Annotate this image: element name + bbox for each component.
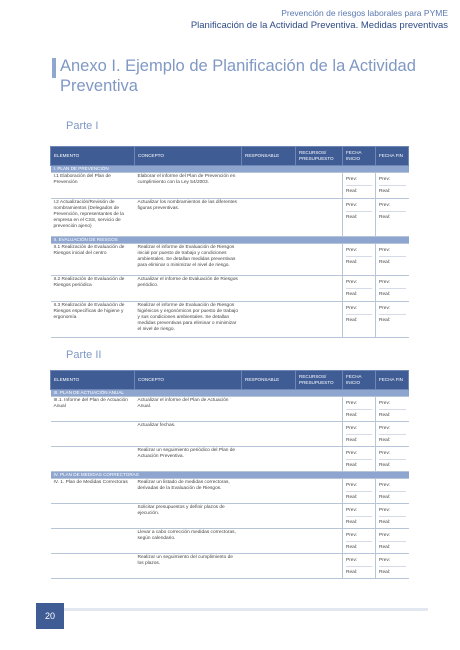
cell-concepto: Solicitar presupuestos y definir plazos de ejecución.: [135, 504, 242, 529]
cell-concepto: Elaborar el informe del Plan de Prevención en cumplimiento con la Ley 54/2003.: [135, 173, 242, 199]
prev-label: Prev:: [379, 451, 391, 456]
real-label: Real:: [379, 491, 406, 502]
real-label: Real:: [346, 566, 372, 577]
header-title: Planificación de la Actividad Preventiva. Medidas preventivas: [190, 20, 448, 31]
prev-label: Prev:: [379, 401, 391, 406]
cell-concepto: Actualizar fechas.: [135, 422, 242, 447]
cell-recursos: [296, 302, 343, 338]
cell-responsable: [242, 447, 296, 472]
cell-fecha-fin: [376, 504, 409, 529]
cell-recursos: [296, 276, 343, 302]
section-row: [51, 472, 409, 479]
cell-concepto: Realizar un seguimiento del cumplimiento de los plazos.: [135, 554, 242, 579]
cell-fecha-fin: [376, 422, 409, 447]
cell-concepto: Actualizar los nombramientos de las diferentes figuras preventivas.: [135, 199, 242, 237]
cell-elemento: [51, 447, 135, 472]
prev-label: Prev:: [379, 426, 391, 431]
table-row: [51, 529, 409, 554]
real-label: Real:: [346, 256, 372, 267]
prev-label: Prev:: [346, 177, 358, 182]
annex-title: Anexo I. Ejemplo de Planificación de la Actividad Preventiva: [60, 57, 416, 95]
col-fecha-inicio: FECHA INICIO: [343, 147, 376, 166]
cell-elemento: I.1 Elaboración del Plan de Prevención: [51, 173, 135, 199]
header-subtitle: Prevención de riesgos laborales para PYME: [281, 8, 448, 18]
cell-recursos: [296, 244, 343, 276]
real-label: Real:: [346, 541, 372, 552]
annex-title-block: [60, 56, 430, 96]
prev-label: Prev:: [346, 203, 358, 208]
cell-fecha-inicio: [343, 199, 376, 237]
cell-recursos: [296, 447, 343, 472]
cell-fecha-inicio: [343, 422, 376, 447]
cell-concepto: Actualizar el informe del Plan de Actuación Anual.: [135, 397, 242, 422]
col-concepto: CONCEPTO: [135, 371, 242, 390]
cell-responsable: [242, 554, 296, 579]
real-label: Real:: [379, 409, 406, 420]
col-responsable: RESPONSABLE: [242, 147, 296, 166]
cell-responsable: [242, 397, 296, 422]
cell-recursos: [296, 397, 343, 422]
prev-label: Prev:: [379, 533, 391, 538]
col-recursos: RECURSOS/ PRESUPUESTO: [296, 147, 343, 166]
section-row: [51, 166, 409, 173]
cell-concepto: Realizar el informe de Evaluación de Riesgos higiénicos y ergonómicos por puesto de trabajo y sus condiciones ambientales. Se detallan medidas preventivas para eliminar o minimizar el nivel de riesgo.: [135, 302, 242, 338]
real-label: Real:: [346, 459, 372, 470]
table-row: [51, 422, 409, 447]
real-label: Real:: [379, 314, 406, 325]
prev-label: Prev:: [346, 558, 358, 563]
cell-elemento: [51, 554, 135, 579]
cell-elemento: [51, 504, 135, 529]
section-row: [51, 390, 409, 397]
table-header-row: [51, 371, 409, 390]
prev-label: Prev:: [379, 558, 391, 563]
table-row: [51, 479, 409, 504]
cell-elemento: I.2 Actualización/Revisión de nombramientos (Delegados de Prevención, representantes de la empresa en el CSS, servicio de prevención ajeno): [51, 199, 135, 237]
cell-recursos: [296, 173, 343, 199]
prev-label: Prev:: [346, 248, 358, 253]
cell-elemento: IV. 1. Plan de Medidas Correctoras: [51, 479, 135, 504]
cell-fecha-inicio: [343, 504, 376, 529]
cell-responsable: [242, 302, 296, 338]
prev-label: Prev:: [379, 306, 391, 311]
real-label: Real:: [346, 409, 372, 420]
real-label: Real:: [346, 288, 372, 299]
title-accent-bar: [52, 58, 56, 78]
cell-responsable: [242, 199, 296, 237]
real-label: Real:: [346, 516, 372, 527]
cell-fecha-fin: [376, 529, 409, 554]
cell-fecha-fin: [376, 447, 409, 472]
planning-table-part-2: [50, 370, 409, 579]
table-row: [51, 244, 409, 276]
cell-fecha-fin: [376, 173, 409, 199]
cell-fecha-fin: [376, 276, 409, 302]
table-row: [51, 276, 409, 302]
page-number: 20: [36, 603, 64, 629]
cell-elemento: III.1. Informe del Plan de Actuación Anual: [51, 397, 135, 422]
prev-label: Prev:: [346, 306, 358, 311]
cell-concepto: Realizar el informe de Evaluación de Riesgos inicial por puesto de trabajo y condiciones ambientales. Se detallan medidas preventivas para eliminar o minimizar el nivel de riesgo.: [135, 244, 242, 276]
real-label: Real:: [379, 256, 406, 267]
cell-recursos: [296, 479, 343, 504]
table-row: [51, 199, 409, 237]
section-label: IV. PLAN DE MEDIDAS CORRECTORAS: [51, 472, 409, 479]
cell-concepto: Llevar a cabo corrección medidas correctoras, según calendario.: [135, 529, 242, 554]
cell-fecha-fin: [376, 302, 409, 338]
footer-rule: [36, 608, 428, 611]
part-2-heading: Parte II: [66, 349, 102, 361]
cell-fecha-fin: [376, 554, 409, 579]
table-row: [51, 447, 409, 472]
cell-responsable: [242, 244, 296, 276]
table-row: [51, 302, 409, 338]
cell-recursos: [296, 199, 343, 237]
prev-label: Prev:: [346, 508, 358, 513]
cell-elemento: [51, 529, 135, 554]
prev-label: Prev:: [346, 426, 358, 431]
section-label: III. PLAN DE ACTUACIÓN ANUAL: [51, 390, 409, 397]
prev-label: Prev:: [379, 508, 391, 513]
prev-label: Prev:: [379, 203, 391, 208]
cell-fecha-inicio: [343, 554, 376, 579]
section-row: [51, 237, 409, 244]
cell-fecha-fin: [376, 397, 409, 422]
table-header-row: [51, 147, 409, 166]
cell-elemento: [51, 422, 135, 447]
real-label: Real:: [346, 314, 372, 325]
cell-elemento: II.3 Realización de Evaluación de Riesgos específicas de higiene y ergonomía: [51, 302, 135, 338]
cell-concepto: Realizar un seguimiento periódico del Plan de Actuación Preventiva.: [135, 447, 242, 472]
col-recursos: RECURSOS/ PRESUPUESTO: [296, 371, 343, 390]
prev-label: Prev:: [379, 280, 391, 285]
real-label: Real:: [379, 288, 406, 299]
cell-fecha-fin: [376, 199, 409, 237]
col-elemento: ELEMENTO: [51, 371, 135, 390]
prev-label: Prev:: [346, 451, 358, 456]
cell-responsable: [242, 479, 296, 504]
cell-fecha-inicio: [343, 529, 376, 554]
cell-recursos: [296, 554, 343, 579]
prev-label: Prev:: [346, 280, 358, 285]
table-row: [51, 173, 409, 199]
part-1-heading: Parte I: [66, 120, 99, 132]
cell-responsable: [242, 276, 296, 302]
prev-label: Prev:: [346, 401, 358, 406]
real-label: Real:: [346, 491, 372, 502]
col-responsable: RESPONSABLE: [242, 371, 296, 390]
real-label: Real:: [379, 541, 406, 552]
real-label: Real:: [346, 185, 372, 196]
cell-recursos: [296, 529, 343, 554]
planning-table-part-1: [50, 146, 409, 338]
real-label: Real:: [346, 211, 372, 222]
col-fecha-fin: FECHA FIN: [376, 371, 409, 390]
cell-elemento: II.2 Realización de Evaluación de Riesgos periódica: [51, 276, 135, 302]
real-label: Real:: [379, 566, 406, 577]
real-label: Real:: [379, 211, 406, 222]
col-elemento: ELEMENTO: [51, 147, 135, 166]
cell-fecha-inicio: [343, 276, 376, 302]
col-fecha-fin: FECHA FIN: [376, 147, 409, 166]
real-label: Real:: [379, 459, 406, 470]
prev-label: Prev:: [379, 248, 391, 253]
prev-label: Prev:: [346, 483, 358, 488]
cell-fecha-inicio: [343, 447, 376, 472]
running-header: [191, 8, 448, 31]
real-label: Real:: [379, 516, 406, 527]
table-row: [51, 397, 409, 422]
cell-fecha-inicio: [343, 479, 376, 504]
prev-label: Prev:: [379, 483, 391, 488]
col-concepto: CONCEPTO: [135, 147, 242, 166]
cell-recursos: [296, 504, 343, 529]
table-row: [51, 504, 409, 529]
col-fecha-inicio: FECHA INICIO: [343, 371, 376, 390]
cell-fecha-inicio: [343, 302, 376, 338]
cell-fecha-inicio: [343, 244, 376, 276]
table-row: [51, 554, 409, 579]
cell-responsable: [242, 504, 296, 529]
real-label: Real:: [346, 434, 372, 445]
section-label: I. PLAN DE PREVENCIÓN: [51, 166, 409, 173]
real-label: Real:: [379, 434, 406, 445]
cell-fecha-fin: [376, 479, 409, 504]
cell-elemento: II.1 Realización de Evaluación de Riesgos inicial del centro: [51, 244, 135, 276]
cell-responsable: [242, 422, 296, 447]
cell-fecha-inicio: [343, 173, 376, 199]
cell-recursos: [296, 422, 343, 447]
cell-responsable: [242, 529, 296, 554]
cell-fecha-fin: [376, 244, 409, 276]
prev-label: Prev:: [379, 177, 391, 182]
real-label: Real:: [379, 185, 406, 196]
prev-label: Prev:: [346, 533, 358, 538]
section-label: II. EVALUACIÓN DE RIESGOS: [51, 237, 409, 244]
cell-concepto: Actualizar el informe de Evaluación de Riesgos periódico.: [135, 276, 242, 302]
cell-responsable: [242, 173, 296, 199]
cell-concepto: Realizar un listado de medidas correctoras, derivadas de la Evaluación de Riesgos.: [135, 479, 242, 504]
cell-fecha-inicio: [343, 397, 376, 422]
